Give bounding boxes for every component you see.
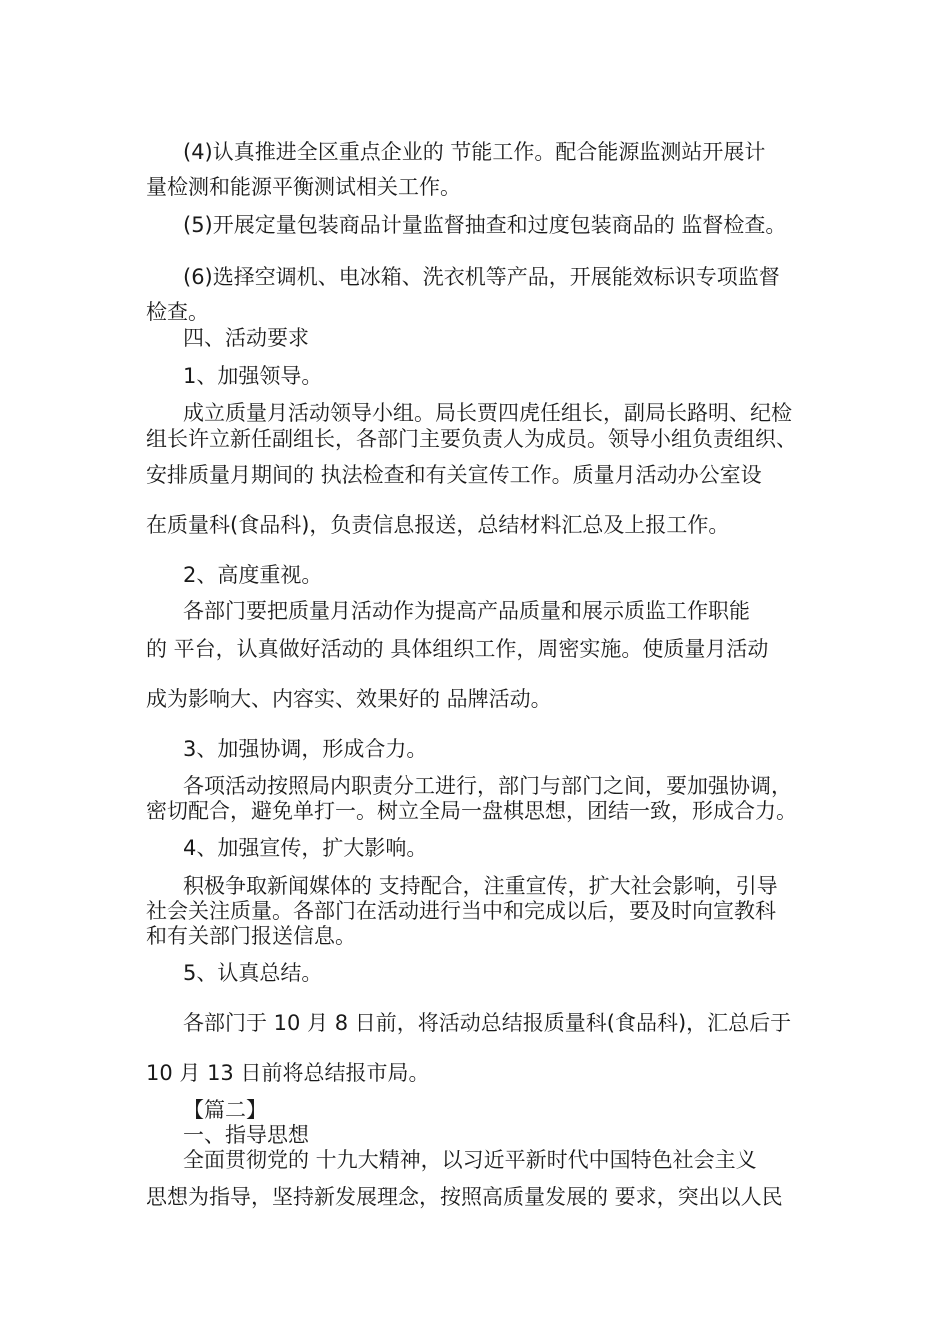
paragraph-line: 和有关部门报送信息。: [146, 924, 356, 948]
paragraph-line: 全面贯彻党的 十九大精神，以习近平新时代中国特色社会主义: [183, 1148, 757, 1172]
paragraph-line: 10 月 13 日前将总结报市局。: [146, 1061, 430, 1085]
paragraph-line: 组长许立新任副组长，各部门主要负责人为成员。领导小组负责组织、: [146, 427, 797, 451]
paragraph-line: 社会关注质量。各部门在活动进行当中和完成以后，要及时向宣教科: [146, 899, 776, 923]
subsection-heading: 1、加强领导。: [183, 364, 323, 388]
paragraph-line: 各项活动按照局内职责分工进行，部门与部门之间，要加强协调，: [183, 774, 792, 798]
paragraph-line: 成立质量月活动领导小组。局长贾四虎任组长，副局长路明、纪检: [183, 401, 792, 425]
paragraph-line: 的 平台，认真做好活动的 具体组织工作，周密实施。使质量月活动: [146, 637, 769, 661]
paragraph-line: (5)开展定量包装商品计量监督抽查和过度包装商品的 监督检查。: [183, 213, 787, 237]
section-heading: 一、指导思想: [183, 1123, 309, 1147]
paragraph-line: 成为影响大、内容实、效果好的 品牌活动。: [146, 687, 552, 711]
subsection-heading: 4、加强宣传，扩大影响。: [183, 836, 428, 860]
paragraph-line: 思想为指导，坚持新发展理念，按照高质量发展的 要求，突出以人民: [146, 1185, 783, 1209]
subsection-heading: 5、认真总结。: [183, 961, 323, 985]
paragraph-line: 安排质量月期间的 执法检查和有关宣传工作。质量月活动办公室设: [146, 463, 762, 487]
section-heading: 四、活动要求: [183, 326, 309, 350]
paragraph-line: (6)选择空调机、电冰箱、洗衣机等产品，开展能效标识专项监督: [183, 265, 780, 289]
paragraph-line: 各部门要把质量月活动作为提高产品质量和展示质监工作职能: [183, 599, 750, 623]
section-marker: 【篇二】: [183, 1098, 267, 1122]
paragraph-line: 密切配合，避免单打一。树立全局一盘棋思想，团结一致，形成合力。: [146, 799, 797, 823]
subsection-heading: 3、加强协调，形成合力。: [183, 737, 428, 761]
paragraph-line: 量检测和能源平衡测试相关工作。: [146, 175, 461, 199]
paragraph-line: 各部门于 10 月 8 日前，将活动总结报质量科(食品科)，汇总后于: [183, 1011, 792, 1035]
paragraph-line: 在质量科(食品科)，负责信息报送，总结材料汇总及上报工作。: [146, 513, 730, 537]
subsection-heading: 2、高度重视。: [183, 563, 323, 587]
paragraph-line: (4)认真推进全区重点企业的 节能工作。配合能源监测站开展计: [183, 140, 766, 164]
paragraph-line: 检查。: [146, 300, 209, 324]
paragraph-line: 积极争取新闻媒体的 支持配合，注重宣传，扩大社会影响，引导: [183, 874, 778, 898]
